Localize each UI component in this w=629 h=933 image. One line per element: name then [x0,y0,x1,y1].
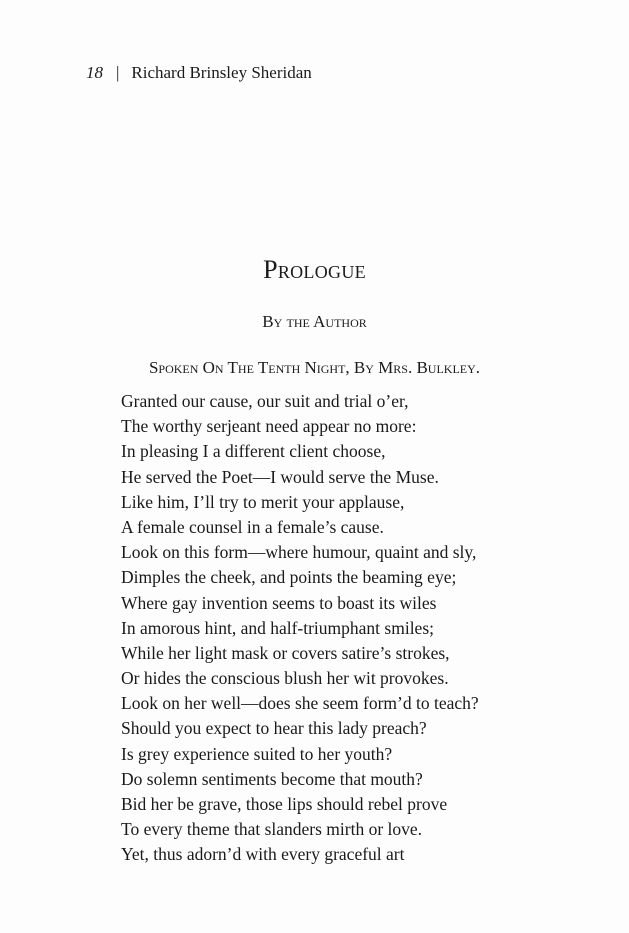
poem-line: He served the Poet—I would serve the Muse. [121,466,439,487]
running-head [86,63,312,83]
poem-line: Is grey experience suited to her youth? [121,743,393,764]
poem-line: Look on this form—where humour, quaint and sly, [121,542,477,563]
poem-line: Do solemn sentiments become that mouth? [121,768,423,789]
poem-line: Like him, I’ll try to merit your applause, [121,491,405,512]
poem-line: While her light mask or covers satire’s strokes, [121,642,450,663]
poem-line: The worthy serjeant need appear no more: [121,416,417,437]
poem-line: Should you expect to hear this lady preach? [121,718,427,739]
poem-line: To every theme that slanders mirth or love. [121,819,423,840]
poem [121,389,479,868]
poem-line: Where gay invention seems to boast its wiles [121,592,437,613]
poem-line: Dimples the cheek, and points the beaming eye; [121,567,457,588]
poem-line: A female counsel in a female’s cause. [121,516,384,537]
page-title: Prologue [263,255,366,284]
running-head-separator: | [116,63,120,82]
poem-line: Yet, thus adorn’d with every graceful art [121,844,405,865]
spoken-note: Spoken On The Tenth Night, By Mrs. Bulkley. [148,358,481,377]
byline: By the Author [262,312,367,331]
running-head-author: Richard Brinsley Sheridan [131,63,312,82]
poem-line: Bid her be grave, those lips should rebel prove [121,794,448,814]
poem-line: Or hides the conscious blush her wit provokes. [121,668,449,689]
page-number: 18 [86,63,103,82]
poem-line: In pleasing I a different client choose, [121,441,386,462]
poem-line: In amorous hint, and half-triumphant smiles; [121,617,435,638]
poem-line: Look on her well—does she seem form’d to teach? [121,693,479,714]
poem-line: Granted our cause, our suit and trial o’er, [121,391,409,411]
